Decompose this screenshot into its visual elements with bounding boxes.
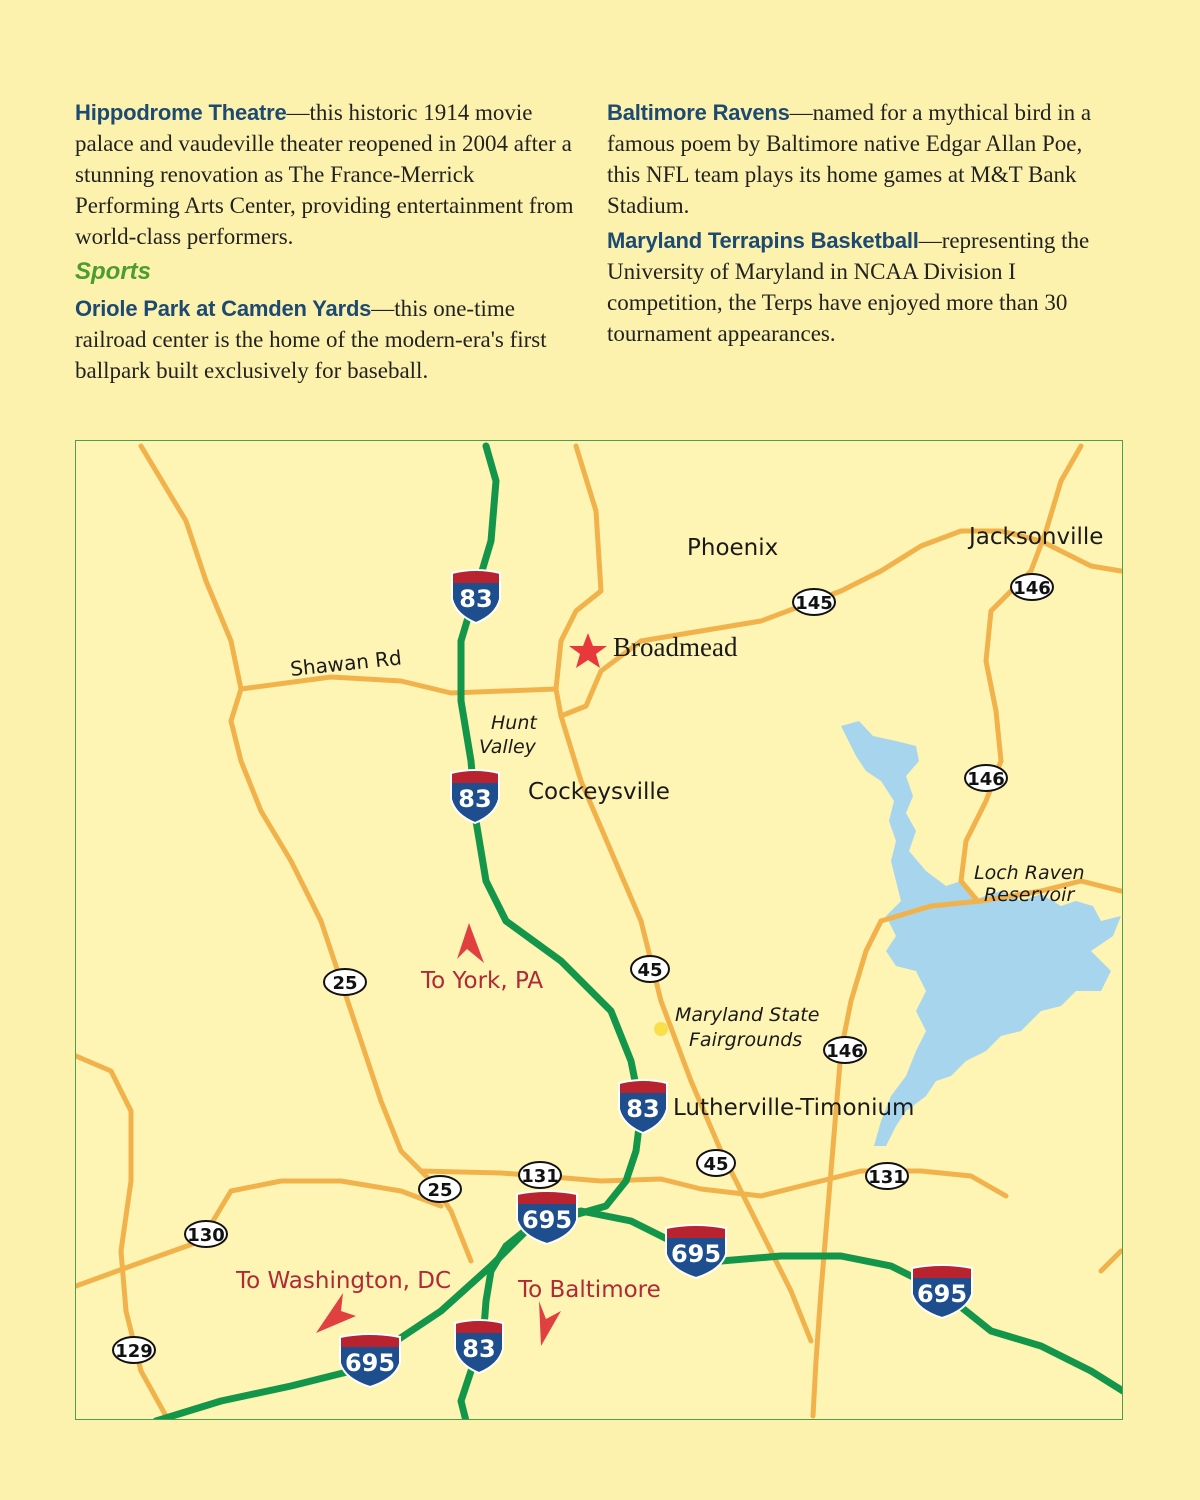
route-146-shield [965,765,1007,791]
area-map [75,440,1123,1420]
baltimore-arrow [539,1301,561,1346]
to-washington-label: To Washington, DC [236,1268,452,1294]
left-text-column [75,97,580,390]
svg-text:695: 695 [670,1240,722,1268]
map-svg [76,441,1123,1420]
hippodrome-body: —this historic 1914 movie palace and vaudeville theater reopened in 2004 after a stunning renovation as The France-Merrick Performing Arts Center, providing entertainment from world-class performers. [75,100,574,249]
svg-text:695: 695 [521,1206,573,1234]
road-west-loop [76,1056,166,1416]
route-45-shield [631,956,669,982]
svg-text:83: 83 [459,585,493,613]
hunt-label: Hunt [491,712,537,734]
interstate-695-shield [340,1334,400,1387]
sports-heading: Sports [75,258,152,285]
loch-raven-label: Loch Raven [974,862,1085,884]
to-baltimore-label: To Baltimore [518,1277,661,1303]
svg-text:146: 146 [967,769,1005,790]
route-25-shield [419,1176,461,1202]
interstate-695-shield [666,1225,726,1278]
svg-text:45: 45 [703,1154,729,1175]
route-130-shield [185,1221,227,1247]
interstate-695-shield [517,1191,577,1244]
terps-paragraph [607,225,1117,349]
road-shawan [241,677,556,693]
route-45-shield [697,1150,735,1176]
interstate-83-shield [451,770,499,823]
route-146-shield [824,1037,866,1063]
ravens-heading: Baltimore Ravens [607,100,790,125]
svg-text:131: 131 [868,1167,906,1188]
phoenix-label: Phoenix [687,535,779,561]
fairgrounds-label-1: Maryland State [675,1004,820,1026]
right-text-column [607,97,1117,353]
route-25-shield [324,969,366,995]
road-jacksonville-north [961,446,1081,899]
svg-text:130: 130 [187,1225,225,1246]
svg-text:146: 146 [826,1041,864,1062]
svg-text:25: 25 [427,1180,453,1201]
svg-text:695: 695 [916,1280,968,1308]
route-129-shield [113,1337,155,1363]
svg-text:695: 695 [344,1349,396,1377]
hippodrome-heading: Hippodrome Theatre [75,100,287,125]
road-far-west [141,446,471,1261]
shawan-road-label: Shawan Rd [289,645,403,681]
svg-text:129: 129 [115,1341,153,1362]
reservoir-label: Reservoir [984,884,1075,906]
fairgrounds-label-2: Fairgrounds [689,1029,803,1051]
svg-text:131: 131 [521,1166,559,1187]
interstate-83-shield [452,570,500,623]
svg-text:25: 25 [332,973,358,994]
fairgrounds-marker [654,1022,668,1036]
svg-text:145: 145 [795,593,833,614]
interstate-83-shield [619,1080,667,1133]
svg-text:146: 146 [1013,578,1051,599]
to-york-label: To York, PA [421,968,544,994]
valley-label: Valley [479,736,536,758]
svg-text:83: 83 [458,785,492,813]
svg-text:45: 45 [637,960,663,981]
washington-arrow [316,1293,356,1333]
ravens-paragraph [607,97,1117,221]
york-arrow [457,923,484,963]
broadmead-star [569,633,607,668]
road-right-edge [1101,1251,1121,1271]
interstate-83-shield [455,1320,503,1373]
highway-i695 [156,1211,1123,1420]
svg-text:83: 83 [626,1095,660,1123]
cockeysville-label: Cockeysville [528,779,670,805]
hippodrome-paragraph [75,97,580,252]
route-131-shield [519,1162,561,1188]
terps-body: —representing the University of Maryland in NCAA Division I competition, the Terps have enjoyed more than 30 tournament appearances. [607,228,1090,346]
terps-heading: Maryland Terrapins Basketball [607,228,919,253]
oriole-heading: Oriole Park at Camden Yards [75,296,372,321]
route-131-shield [866,1163,908,1189]
lutherville-label: Lutherville-Timonium [673,1095,915,1121]
svg-text:83: 83 [462,1335,496,1363]
broadmead-label: Broadmead [613,632,738,662]
route-146-shield [1011,574,1053,600]
jacksonville-label: Jacksonville [969,524,1104,550]
ravens-body: —named for a mythical bird in a famous poem by Baltimore native Edgar Allan Poe, this NFL team plays its home games at M&T Bank Stadium. [607,100,1092,218]
oriole-body: —this one-time railroad center is the home of the modern-era's first ballpark built exclusively for baseball. [75,296,547,383]
route-145-shield [793,589,835,615]
oriole-paragraph [75,293,580,386]
